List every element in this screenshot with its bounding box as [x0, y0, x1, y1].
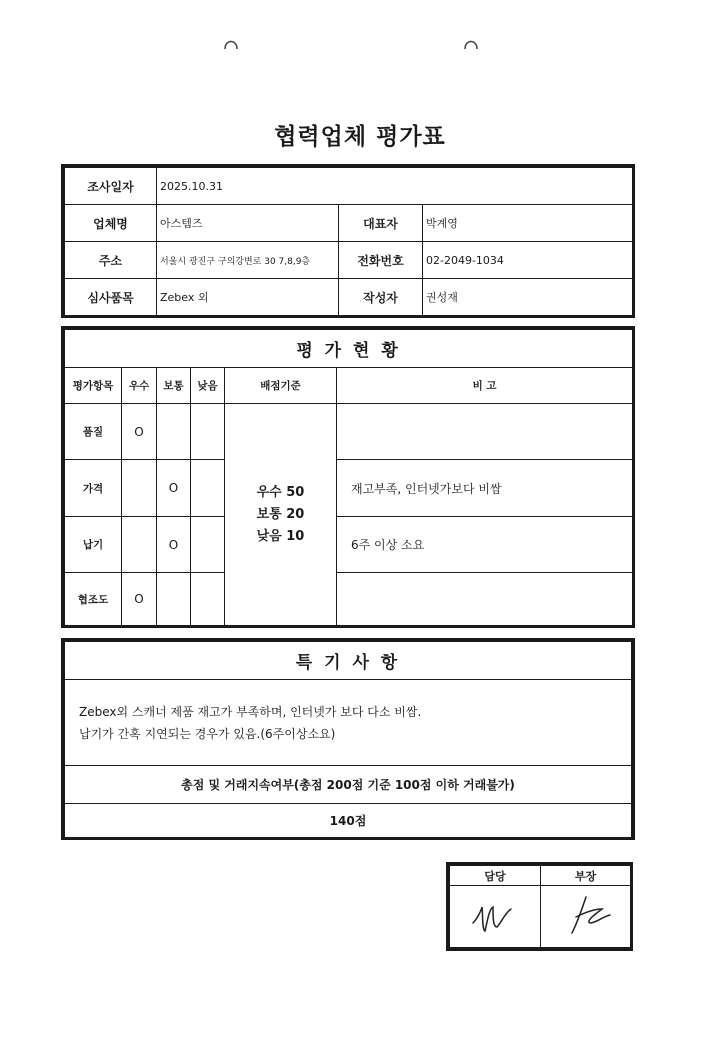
- mark-quality-excellent: O: [122, 404, 157, 460]
- mark-cooperation-average: [157, 573, 191, 626]
- remark-cooperation: [337, 573, 633, 626]
- header-low: 낮음: [191, 368, 225, 404]
- header-criteria: 배점기준: [225, 368, 337, 404]
- evaluation-row-price: [65, 460, 633, 517]
- company-value: 아스템즈: [157, 205, 339, 242]
- product-label: 심사품목: [65, 279, 157, 316]
- approval-staff-label: 담당: [450, 866, 541, 886]
- author-value: 권성재: [423, 279, 633, 316]
- mark-cooperation-low: [191, 573, 225, 626]
- special-section-title: 특 기 사 항: [65, 642, 632, 680]
- evaluation-section-title: 평 가 현 황: [65, 330, 633, 368]
- remark-price: 재고부족, 인터넷가보다 비쌈: [337, 460, 633, 517]
- item-delivery: 납기: [65, 517, 122, 573]
- mark-delivery-low: [191, 517, 225, 573]
- mark-delivery-excellent: [122, 517, 157, 573]
- criteria-excellent: 우수 50: [256, 484, 305, 500]
- address-label: 주소: [65, 242, 157, 279]
- item-cooperation: 협조도: [65, 573, 122, 626]
- mark-price-low: [191, 460, 225, 517]
- criteria-low: 낮음 10: [256, 528, 305, 544]
- author-label: 작성자: [339, 279, 423, 316]
- total-header-row: [65, 766, 632, 804]
- info-row-date: [65, 168, 633, 205]
- address-value: 서울시 광진구 구의강변로 30 7,8,9층: [157, 242, 339, 279]
- criteria-average: 보통 20: [256, 506, 305, 522]
- ceo-value: 박계영: [423, 205, 633, 242]
- total-score: 140점: [65, 804, 632, 838]
- header-excellent: 우수: [122, 368, 157, 404]
- evaluation-row-quality: [65, 404, 633, 460]
- special-title-row: [65, 642, 632, 680]
- approval-manager-label: 부장: [541, 866, 631, 886]
- page-title: 협력업체 평가표: [274, 124, 446, 150]
- company-info-table: [61, 164, 635, 318]
- evaluation-title-row: [65, 330, 633, 368]
- total-header: 총점 및 거래지속여부(총점 200점 기준 100점 이하 거래불가): [65, 766, 632, 804]
- total-value-row: [65, 804, 632, 838]
- phone-label: 전화번호: [339, 242, 423, 279]
- mark-quality-low: [191, 404, 225, 460]
- staff-signature: [450, 886, 541, 948]
- header-remarks: 비 고: [337, 368, 633, 404]
- mark-quality-average: [157, 404, 191, 460]
- info-row-product: [65, 279, 633, 316]
- special-memo: [65, 680, 632, 766]
- mark-delivery-average: O: [157, 517, 191, 573]
- manager-signature: [541, 886, 631, 948]
- evaluation-header-row: [65, 368, 633, 404]
- mark-cooperation-excellent: O: [122, 573, 157, 626]
- punch-hole-mark-left: [222, 36, 240, 54]
- evaluation-table: [61, 326, 635, 628]
- manager-signature-icon: [546, 887, 626, 943]
- header-item: 평가항목: [65, 368, 122, 404]
- criteria-cell: [225, 404, 337, 626]
- remark-delivery: 6주 이상 소요: [337, 517, 633, 573]
- evaluation-row-delivery: [65, 517, 633, 573]
- phone-value: 02-2049-1034: [423, 242, 633, 279]
- ceo-label: 대표자: [339, 205, 423, 242]
- company-label: 업체명: [65, 205, 157, 242]
- evaluation-row-cooperation: [65, 573, 633, 626]
- header-average: 보통: [157, 368, 191, 404]
- info-row-company: [65, 205, 633, 242]
- survey-date-label: 조사일자: [65, 168, 157, 205]
- info-row-address: [65, 242, 633, 279]
- product-value: Zebex 외: [157, 279, 339, 316]
- special-notes-table: [61, 638, 635, 840]
- survey-date-value: 2025.10.31: [157, 168, 633, 205]
- item-quality: 품질: [65, 404, 122, 460]
- punch-hole-mark-right: [462, 36, 480, 54]
- memo-line-1: Zebex외 스캐너 제품 재고가 부족하며, 인터넷가 보다 다소 비쌈.: [79, 704, 422, 719]
- special-memo-row: [65, 680, 632, 766]
- approval-box: [446, 862, 633, 951]
- mark-price-average: O: [157, 460, 191, 517]
- staff-signature-icon: [455, 887, 535, 943]
- mark-price-excellent: [122, 460, 157, 517]
- memo-line-2: 납기가 간혹 지연되는 경우가 있음.(6주이상소요): [79, 726, 336, 741]
- remark-quality: [337, 404, 633, 460]
- item-price: 가격: [65, 460, 122, 517]
